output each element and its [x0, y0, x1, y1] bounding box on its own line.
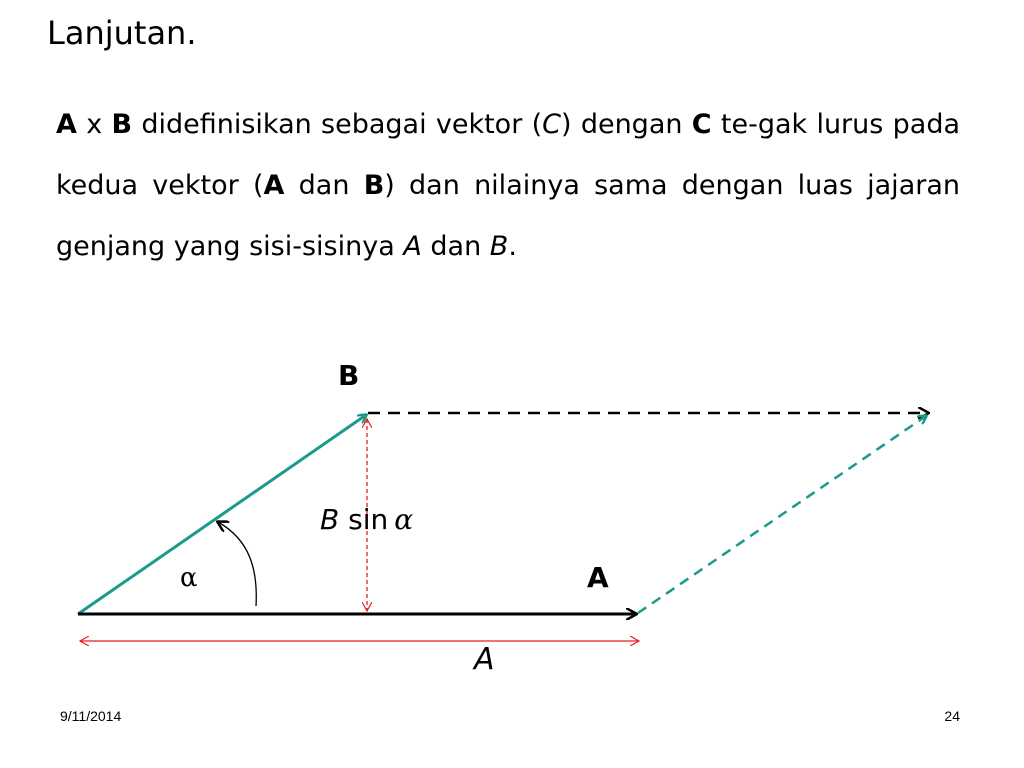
length-a-label: A [474, 642, 495, 677]
magnitude-a-italic: A [403, 231, 422, 262]
text-segment: . [508, 231, 517, 262]
height-label-var: B [320, 503, 340, 536]
footer-date: 9/11/2014 [60, 708, 122, 724]
vector-b-symbol: B [111, 109, 133, 140]
right-dashed-line [638, 416, 926, 613]
height-label-fn: sin [339, 503, 389, 536]
height-label-alpha: α [394, 503, 414, 536]
text-segment: ) dan nilainya sama dengan luas jajaran genjang yang sisi-sisinya [56, 170, 960, 262]
vector-a-label: A [587, 561, 609, 594]
text-segment: didefinisikan sebagai vektor ( [132, 109, 543, 140]
angle-label: α [180, 563, 198, 593]
vector-a-symbol: A [263, 170, 285, 201]
vector-c-italic: C [542, 109, 561, 140]
magnitude-b-italic: B [489, 231, 509, 262]
slide-title: Lanjutan. [47, 14, 197, 52]
vector-c-symbol: C [691, 109, 712, 140]
text-segment: ) dengan [561, 109, 692, 140]
page-number: 24 [944, 708, 960, 724]
cross-sign: x [76, 109, 112, 140]
vector-a-symbol: A [56, 109, 77, 140]
text-segment: dan [421, 231, 490, 262]
vector-b-symbol: B [363, 170, 385, 201]
text-segment: te-gak lurus pada kedua vektor ( [56, 109, 960, 201]
text-segment: dan [284, 170, 364, 201]
angle-arc [218, 522, 256, 606]
height-label [320, 503, 413, 536]
vector-b-label: B [338, 359, 360, 392]
